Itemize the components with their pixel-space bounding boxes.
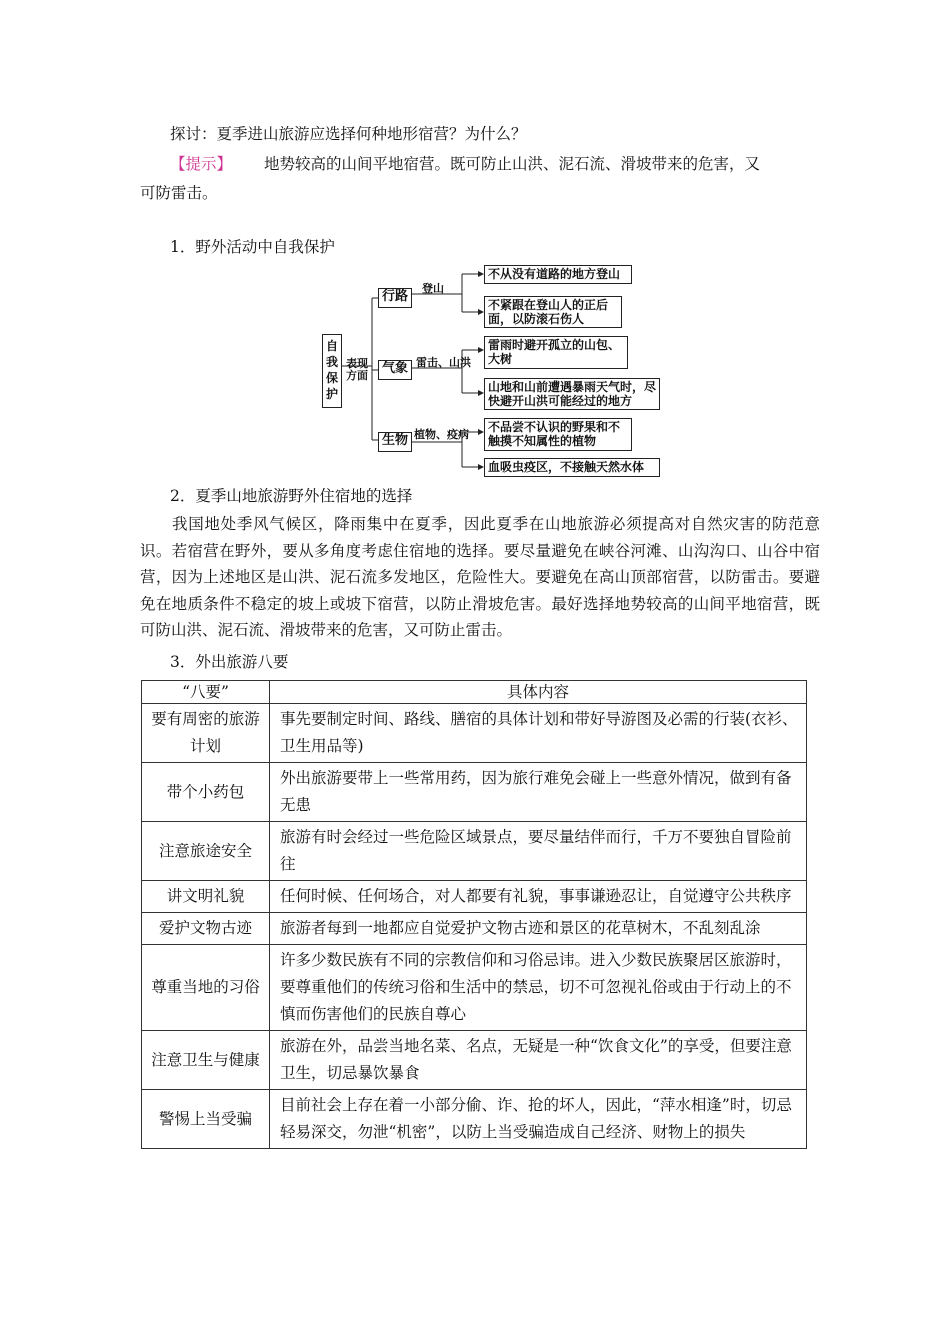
category-weather: 气象 [378, 360, 412, 380]
self-protection-diagram [322, 262, 662, 478]
row-key: 注意旅途安全 [142, 822, 270, 881]
hint-label: 【提示】 [170, 155, 233, 173]
table-row [142, 913, 807, 945]
root-box-self-protection: 自我保护 [322, 334, 342, 408]
table-row [142, 945, 807, 1031]
row-value: 旅游在外，品尝当地名菜、名点，无疑是一种“饮食文化”的享受，但要注意卫生，切忌暴饮暴食 [270, 1031, 807, 1090]
row-key: 尊重当地的习俗 [142, 945, 270, 1031]
table-row [142, 763, 807, 822]
row-key: 要有周密的旅游计划 [142, 704, 270, 763]
section3-heading: 3．外出旅游八要 [170, 653, 289, 671]
section2-heading: 2．夏季山地旅游野外住宿地的选择 [170, 487, 413, 505]
row-value: 旅游者每到一地都应自觉爱护文物古迹和景区的花草树木，不乱刻乱涂 [270, 913, 807, 945]
table-header-row [142, 681, 807, 704]
row-key: 爱护文物古迹 [142, 913, 270, 945]
eight-essentials-table [141, 680, 807, 1149]
tip-avoid-isolated-hills: 雷雨时避开孤立的山包、大树 [484, 336, 628, 369]
table-row [142, 704, 807, 763]
row-value: 目前社会上存在着一小部分偷、诈、抢的坏人，因此，“萍水相逢”时，切忌轻易深交，勿泄“机密”，以防上当受骗造成自己经济、财物上的损失 [270, 1090, 807, 1149]
row-key: 注意卫生与健康 [142, 1031, 270, 1090]
tip-no-pathless-climbing: 不从没有道路的地方登山 [484, 265, 632, 284]
row-key: 警惕上当受骗 [142, 1090, 270, 1149]
row-value: 任何时候、任何场合，对人都要有礼貌，事事谦逊忍让，自觉遵守公共秩序 [270, 881, 807, 913]
category-walking: 行路 [378, 288, 412, 308]
row-value: 事先要制定时间、路线、膳宿的具体计划和带好导游图及必需的行装(衣衫、卫生用品等) [270, 704, 807, 763]
row-value: 外出旅游要带上一些常用药，因为旅行难免会碰上一些意外情况，做到有备无患 [270, 763, 807, 822]
table-row [142, 1031, 807, 1090]
condition-lightning-flood: 雷击、山洪 [416, 356, 471, 369]
header-content: 具体内容 [270, 681, 807, 704]
header-key: “八要” [142, 681, 270, 704]
table-row [142, 881, 807, 913]
table-row [142, 822, 807, 881]
tip-avoid-falling-rocks: 不紧跟在登山人的正后面，以防滚石伤人 [484, 296, 622, 328]
hint-text-line1: 地势较高的山间平地宿营。既可防止山洪、泥石流、滑坡带来的危害，又 [264, 155, 761, 173]
row-key: 带个小药包 [142, 763, 270, 822]
condition-climbing: 登山 [422, 282, 444, 295]
row-value: 许多少数民族有不同的宗教信仰和习俗忌讳。进入少数民族聚居区旅游时，要尊重他们的传统习俗和生活中的禁忌，切不可忽视礼俗或由于行动上的不慎而伤害他们的民族自尊心 [270, 945, 807, 1031]
tip-avoid-flash-flood-paths: 山地和山前遭遇暴雨天气时，尽快避开山洪可能经过的地方 [484, 378, 660, 410]
category-biology: 生物 [378, 432, 412, 452]
condition-plants-epidemics: 植物、疫病 [414, 428, 469, 441]
hint-text-line2: 可防雷击。 [140, 184, 218, 202]
tip-avoid-natural-water: 血吸虫疫区，不接触天然水体 [484, 458, 660, 477]
section1-heading: 1．野外活动中自我保护 [170, 238, 335, 256]
section2-paragraph: 我国地处季风气候区，降雨集中在夏季，因此夏季在山地旅游必须提高对自然灾害的防范意识。若宿营在野外，要从多角度考虑住宿地的选择。要尽量避免在峡谷河滩、山沟沟口、山谷中宿营，因为上述地区是山洪、泥石流多发地区，危险性大。要避免在高山顶部宿营，以防雷击。要避免在地质条件不稳定的坡上或坡下宿营，以防止滑坡危害。最好选择地势较高的山间平地宿营，既可防山洪、泥石流、滑坡带来的危害，又可防止雷击。 [140, 515, 820, 640]
row-key: 讲文明礼貌 [142, 881, 270, 913]
branch-label-aspects: 表现方面 [346, 357, 368, 382]
discussion-question: 探讨：夏季进山旅游应选择何种地形宿营？为什么？ [170, 125, 527, 143]
tip-avoid-unknown-plants: 不品尝不认识的野果和不触摸不知属性的植物 [484, 418, 632, 451]
table-row [142, 1090, 807, 1149]
row-value: 旅游有时会经过一些危险区域景点，要尽量结伴而行，千万不要独自冒险前往 [270, 822, 807, 881]
